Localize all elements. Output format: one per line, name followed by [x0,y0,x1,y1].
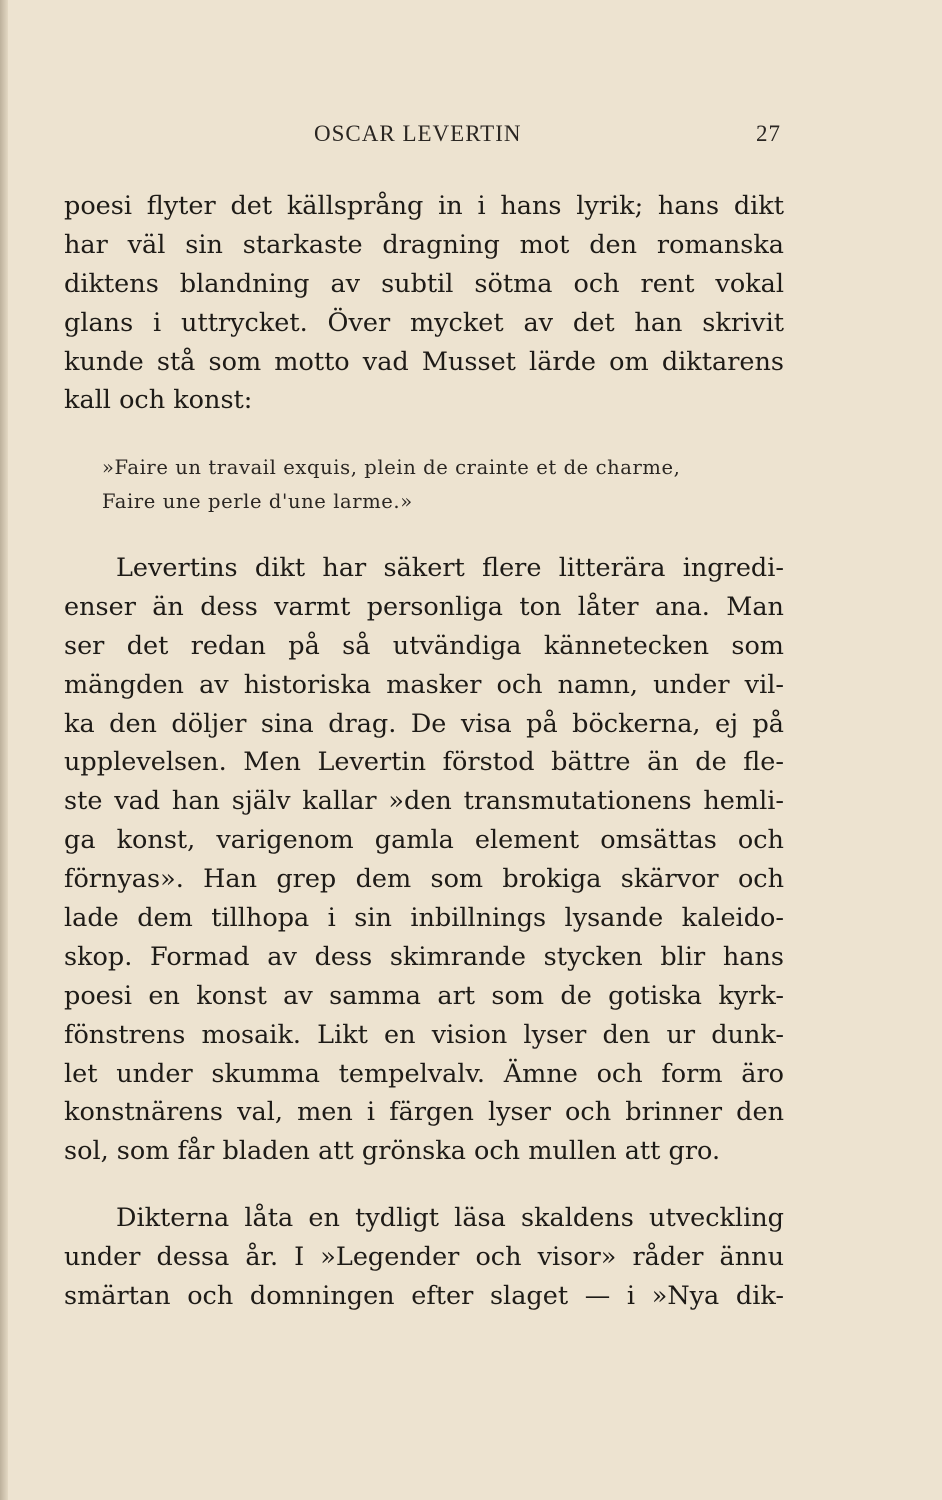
paragraph-3 [64,1199,784,1316]
text-line: lade dem tillhopa i sin inbillnings lysande kaleido- [64,903,784,934]
text-line: diktens blandning av subtil sötma och rent vokal [64,268,784,299]
text-line: poesi en konst av samma art som de gotiska kyrk- [64,980,784,1011]
quote-line: Faire une perle d'une larme.» [102,490,413,513]
page-number: 27 [756,121,781,146]
text-line: poesi flyter det källsprång in i hans lyrik; hans dikt [64,191,784,221]
paragraph-2 [64,549,784,1171]
text-line: kall och konst: [64,385,253,416]
text-line: skop. Formad av dess skimrande stycken blir hans [64,941,784,972]
text-line: glans i uttrycket. Över mycket av det han skrivit [64,307,784,338]
running-header [0,121,942,153]
text-line: konstnärens val, men i färgen lyser och brinner den [64,1097,784,1128]
text-line: let under skumma tempelvalv. Ämne och form äro [64,1058,784,1089]
text-line: kunde stå som motto vad Musset lärde om diktarens [64,346,784,377]
quote-line: »Faire un travail exquis, plein de crainte et de charme, [102,456,681,479]
text-line: sol, som får bladen att grönska och mullen att gro. [64,1136,721,1167]
text-line: enser än dess varmt personliga ton låter ana. Man [64,591,784,622]
text-line: ser det redan på så utvändiga kännetecken som [64,630,784,661]
text-line: mängden av historiska masker och namn, under vil- [64,669,784,700]
paragraph-1 [64,187,784,420]
text-line: ste vad han själv kallar »den transmutationens hemli- [64,786,784,817]
text-line: under dessa år. I »Legender och visor» råder ännu [64,1241,784,1272]
page-gutter [0,0,8,1500]
text-line: upplevelsen. Men Levertin förstod bättre än de fle- [64,747,784,778]
text-line: ka den döljer sina drag. De visa på böckerna, ej på [64,708,784,739]
text-line: Levertins dikt har säkert flere litterära ingredi- [116,553,784,583]
text-line: ga konst, varigenom gamla element omsättas och [64,825,784,856]
text-line: har väl sin starkaste dragning mot den romanska [64,229,784,260]
block-quote [102,451,762,519]
text-line: Dikterna låta en tydligt läsa skaldens utveckling [116,1203,784,1233]
text-line: fönstrens mosaik. Likt en vision lyser den ur dunk- [64,1019,784,1050]
text-line: smärtan och domningen efter slaget — i »Nya dik- [64,1280,784,1311]
text-line: förnyas». Han grep dem som brokiga skärvor och [64,864,784,895]
running-title: OSCAR LEVERTIN [314,121,522,146]
